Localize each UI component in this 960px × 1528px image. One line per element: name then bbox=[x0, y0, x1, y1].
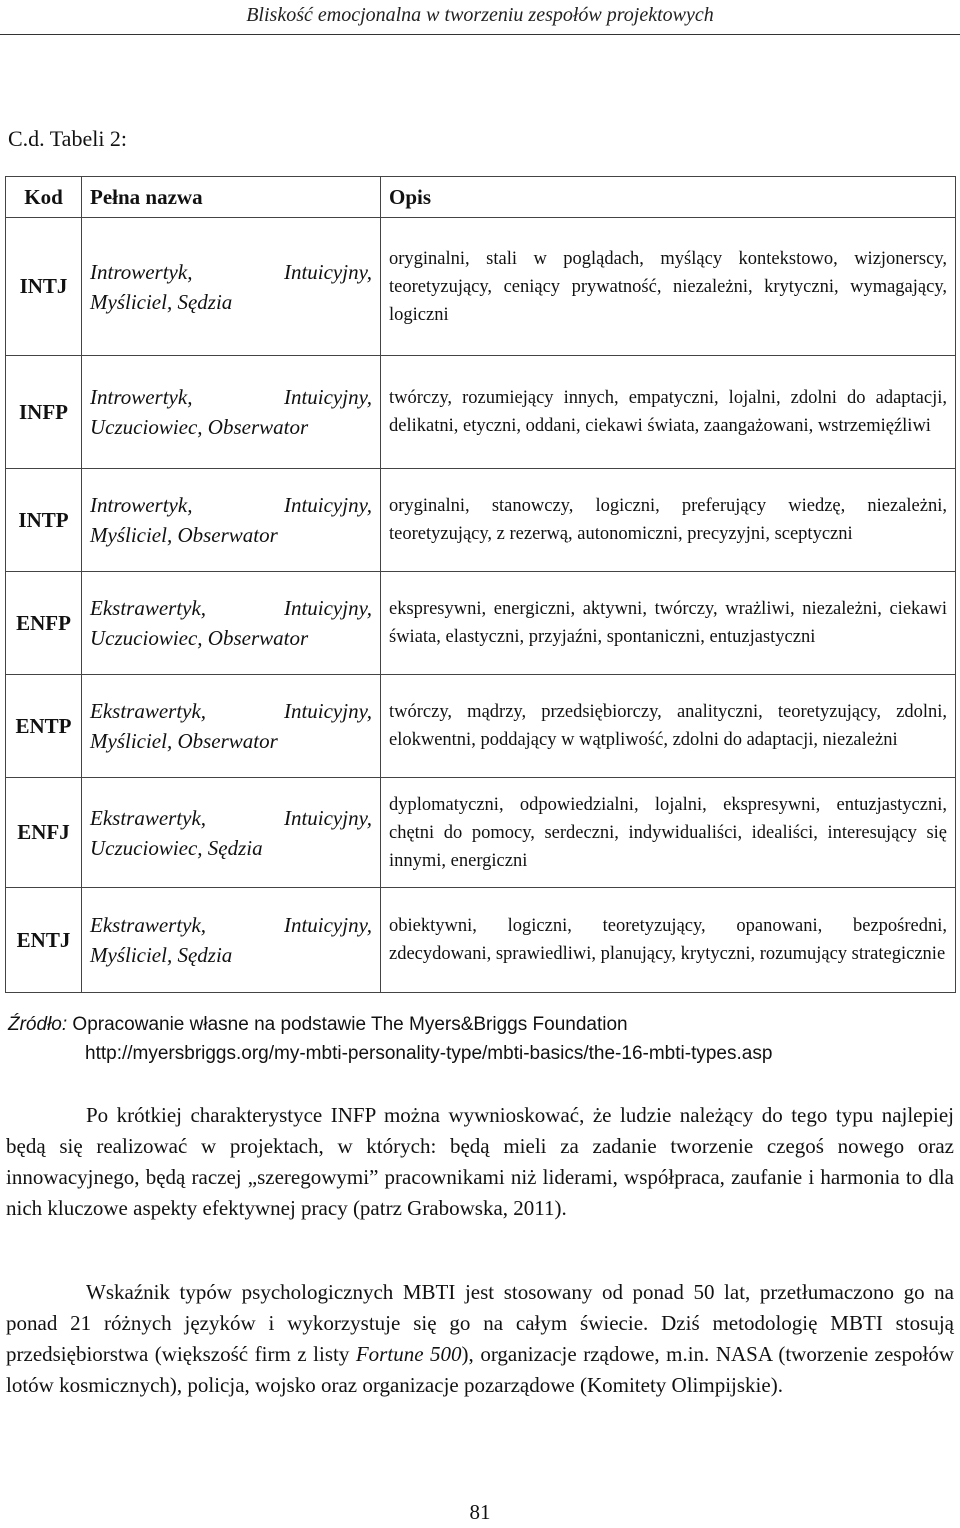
table-row bbox=[6, 675, 956, 778]
table-row bbox=[6, 778, 956, 888]
table-row bbox=[6, 469, 956, 572]
type-code: ENFJ bbox=[6, 778, 82, 888]
running-header: Bliskość emocjonalna w tworzeniu zespołów projektowych bbox=[0, 0, 960, 35]
table-header-row bbox=[6, 177, 956, 218]
type-name: Introwertyk, Intuicyjny, Myśliciel, Obserwator bbox=[82, 469, 381, 572]
paragraph-1-text: Po krótkiej charakterystyce INFP można wywnioskować, że ludzie należący do tego typu najlepiej będą się realizować w projektach, w których: będą mieli za zadanie tworzenie czegoś nowego oraz innowacyjnego, będą raczej „szeregowymi” pracownikami niż liderami, współpraca, zaufanie i harmonia to dla nich kluczowe aspekty efektywnej pracy (patrz Grabowska, 2011). bbox=[6, 1103, 954, 1220]
type-name: Introwertyk, Intuicyjny, Uczuciowiec, Obserwator bbox=[82, 356, 381, 469]
table-row bbox=[6, 218, 956, 356]
type-code: ENFP bbox=[6, 572, 82, 675]
paragraph-1 bbox=[6, 1100, 954, 1224]
header-opis: Opis bbox=[381, 177, 956, 218]
type-name: Ekstrawertyk, Intuicyjny, Myśliciel, Obserwator bbox=[82, 675, 381, 778]
table-row bbox=[6, 888, 956, 993]
type-code: ENTJ bbox=[6, 888, 82, 993]
paragraph-2-italic: Fortune 500 bbox=[355, 1342, 462, 1366]
type-name: Ekstrawertyk, Intuicyjny, Uczuciowiec, Obserwator bbox=[82, 572, 381, 675]
page-number: 81 bbox=[469, 1500, 491, 1524]
type-description: oryginalni, stanowczy, logiczni, preferujący wiedzę, niezależni, teoretyzujący, z rezerwą, autonomiczni, precyzyjni, sceptyczni bbox=[381, 469, 956, 572]
mbti-types-table bbox=[5, 176, 956, 993]
type-name: Ekstrawertyk, Intuicyjny, Uczuciowiec, Sędzia bbox=[82, 778, 381, 888]
source-url[interactable]: http://myersbriggs.org/my-mbti-personality-type/mbti-basics/the-16-mbti-types.asp bbox=[85, 1043, 773, 1064]
source-note bbox=[8, 1010, 948, 1068]
type-description: ekspresywni, energiczni, aktywni, twórczy, wrażliwi, niezależni, ciekawi świata, elastyczni, przyjaźni, spontaniczni, entuzjastyczni bbox=[381, 572, 956, 675]
type-name: Introwertyk, Intuicyjny, Myśliciel, Sędzia bbox=[82, 218, 381, 356]
paragraph-2-text-b: ), organizacje rządowe, m.in. NASA (tworzenie zespołów lotów kosmicznych), policja, wojsko oraz organizacje pozarządowe (Komitety Olimpijskie). bbox=[6, 1342, 954, 1397]
type-description: dyplomatyczni, odpowiedzialni, lojalni, ekspresywni, entuzjastyczni, chętni do pomocy, serdeczni, indywidualiści, idealiści, interesujący się innymi, energiczni bbox=[381, 778, 956, 888]
paragraph-2-text-a: Wskaźnik typów psychologicznych MBTI jest stosowany od ponad 50 lat, przetłumaczono go na ponad 21 różnych języków i wykorzystuje się go na całym świecie. Dziś metodologię MBTI stosują przedsiębiorstwa (większość firm z listy bbox=[6, 1280, 954, 1366]
type-description: oryginalni, stali w poglądach, myślący kontekstowo, wizjonerscy, teoretyzujący, ceniący prywatność, niezależni, krytyczni, wymagający, logiczni bbox=[381, 218, 956, 356]
table-caption: C.d. Tabeli 2: bbox=[8, 126, 128, 151]
type-description: obiektywni, logiczni, teoretyzujący, opanowani, bezpośredni, zdecydowani, sprawiedliwi, planujący, krytyczni, rozumujący strategicznie bbox=[381, 888, 956, 993]
table-row bbox=[6, 572, 956, 675]
source-text: Opracowanie własne na podstawie The Myers&Briggs Foundation bbox=[72, 1014, 628, 1035]
type-name: Ekstrawertyk, Intuicyjny, Myśliciel, Sędzia bbox=[82, 888, 381, 993]
table-row bbox=[6, 356, 956, 469]
paragraph-2 bbox=[6, 1277, 954, 1401]
header-kod: Kod bbox=[6, 177, 82, 218]
type-code: INTP bbox=[6, 469, 82, 572]
type-code: ENTP bbox=[6, 675, 82, 778]
header-pelna-nazwa: Pełna nazwa bbox=[82, 177, 381, 218]
type-code: INFP bbox=[6, 356, 82, 469]
type-code: INTJ bbox=[6, 218, 82, 356]
type-description: twórczy, rozumiejący innych, empatyczni, lojalni, zdolni do adaptacji, delikatni, etyczni, oddani, ciekawi świata, zaangażowani, wstrzemięźliwi bbox=[381, 356, 956, 469]
type-description: twórczy, mądrzy, przedsiębiorczy, analityczni, teoretyzujący, zdolni, elokwentni, poddający w wątpliwość, zdolni do adaptacji, niezależni bbox=[381, 675, 956, 778]
source-label: Źródło: bbox=[8, 1014, 68, 1035]
